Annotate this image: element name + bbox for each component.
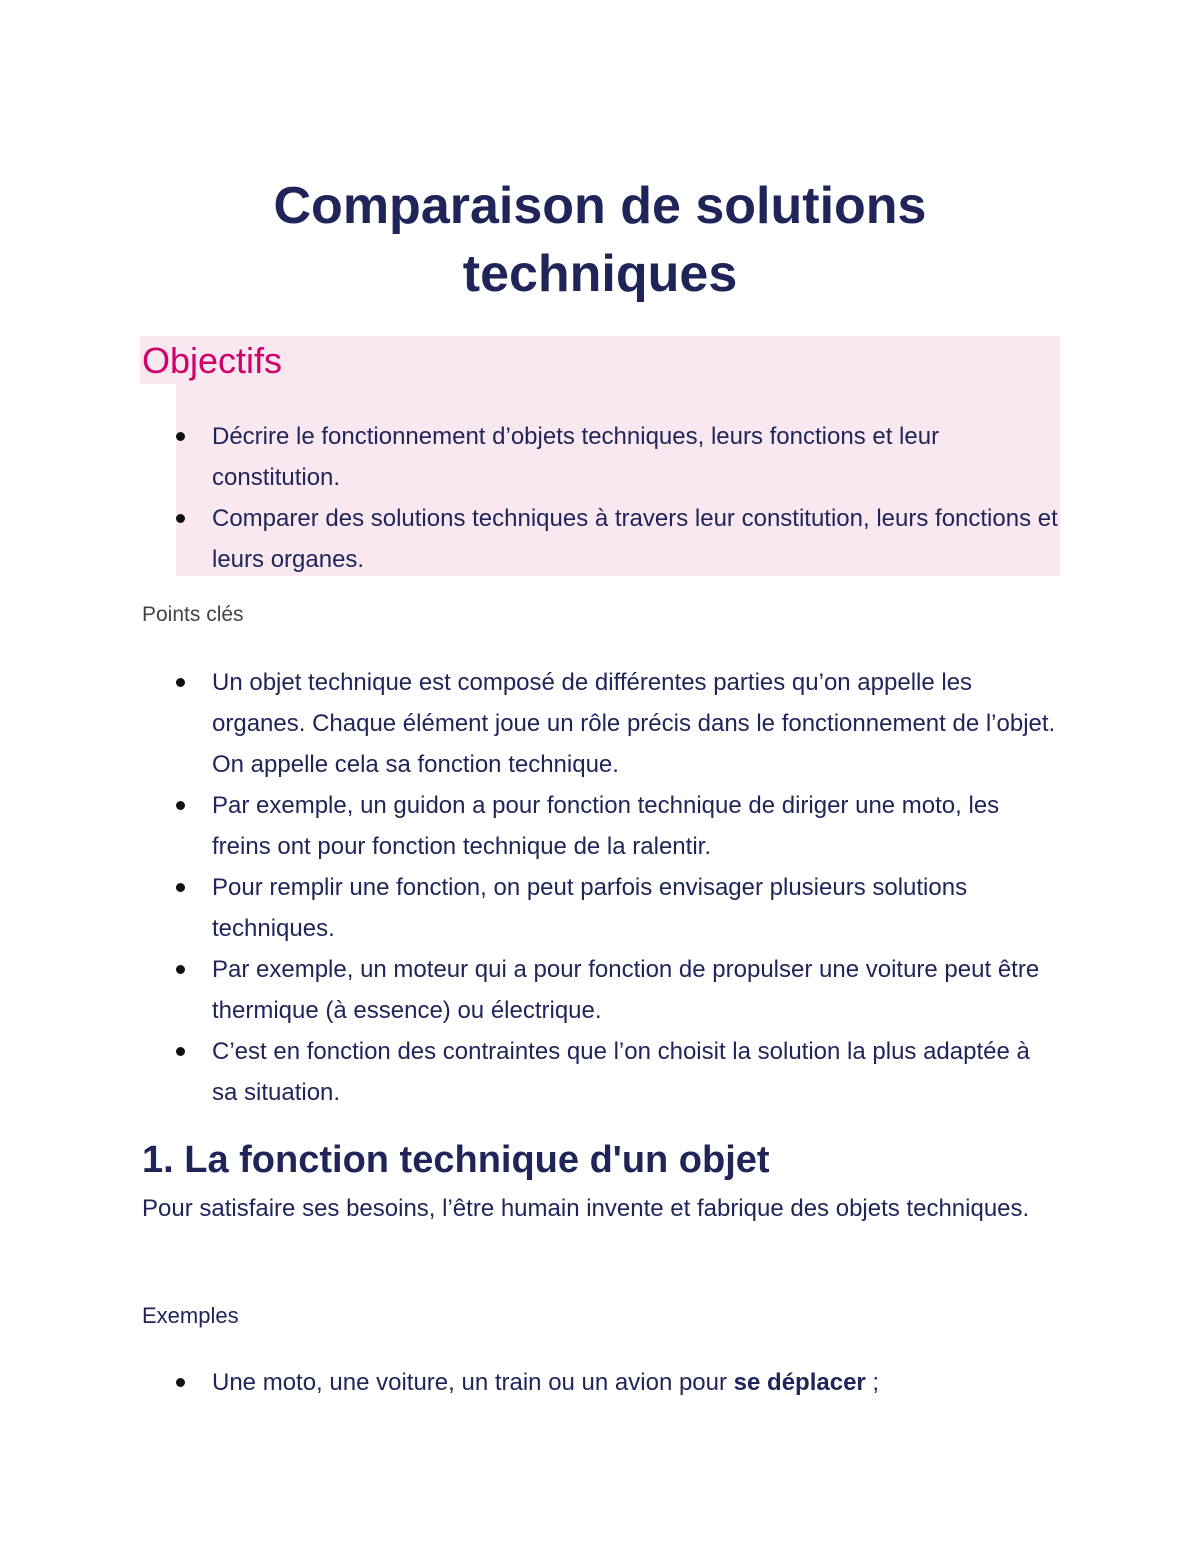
key-point-text: C’est en fonction des contraintes que l’on choisit la solution la plus adaptée à sa situation. bbox=[212, 1038, 1030, 1106]
bullet-icon bbox=[176, 432, 185, 441]
list-item bbox=[142, 1362, 1060, 1403]
list-item bbox=[142, 416, 1060, 498]
objective-text: Décrire le fonctionnement d’objets techniques, leurs fonctions et leur constitution. bbox=[212, 423, 940, 491]
section-intro: Pour satisfaire ses besoins, l’être humain invente et fabrique des objets techniques. bbox=[142, 1195, 1030, 1222]
examples-heading: Exemples bbox=[142, 1303, 239, 1328]
example-emphasis: se déplacer bbox=[733, 1369, 866, 1396]
list-item bbox=[142, 785, 1060, 867]
key-point-text: Par exemple, un guidon a pour fonction technique de diriger une moto, les freins ont pour fonction technique de la ralentir. bbox=[212, 792, 1000, 860]
page-title: Comparaison de solutions techniques bbox=[273, 177, 927, 303]
key-points-heading: Points clés bbox=[142, 603, 244, 626]
key-point-text: Par exemple, un moteur qui a pour fonction de propulser une voiture peut être thermique (à essence) ou électrique. bbox=[212, 956, 1040, 1024]
list-item bbox=[142, 662, 1060, 785]
bullet-icon bbox=[176, 1047, 185, 1056]
bullet-icon bbox=[176, 965, 185, 974]
bullet-icon bbox=[176, 801, 185, 810]
section-heading: 1. La fonction technique d'un objet bbox=[142, 1139, 770, 1181]
key-point-text: Un objet technique est composé de différentes parties qu’on appelle les organes. Chaque élément joue un rôle précis dans le fonctionnement de l’objet. On appelle cela sa fonction technique. bbox=[212, 669, 1056, 778]
list-item bbox=[142, 1031, 1060, 1113]
objectives-heading: Objectifs bbox=[142, 340, 283, 381]
bullet-icon bbox=[176, 514, 185, 523]
list-item bbox=[142, 498, 1060, 580]
objectives-list bbox=[142, 416, 1060, 580]
list-item bbox=[142, 867, 1060, 949]
key-point-text: Pour remplir une fonction, on peut parfois envisager plusieurs solutions techniques. bbox=[212, 874, 968, 942]
example-suffix: ; bbox=[865, 1369, 880, 1396]
list-item bbox=[142, 949, 1060, 1031]
bullet-icon bbox=[176, 678, 185, 687]
examples-list bbox=[142, 1362, 1060, 1403]
example-text: Une moto, une voiture, un train ou un avion pour bbox=[212, 1369, 734, 1396]
bullet-icon bbox=[176, 883, 185, 892]
objective-text: Comparer des solutions techniques à travers leur constitution, leurs fonctions et leurs organes. bbox=[212, 505, 1058, 573]
key-points-list bbox=[142, 662, 1060, 1113]
bullet-icon bbox=[176, 1378, 185, 1387]
